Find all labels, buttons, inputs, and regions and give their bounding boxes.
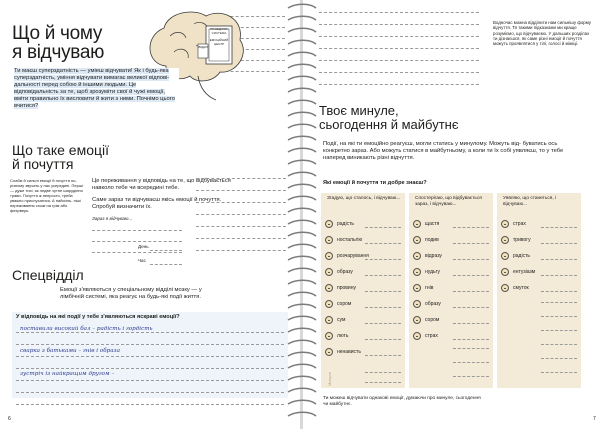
emotion-item[interactable]: сум	[325, 316, 401, 326]
intro-text: Ти маєш суперздатність — уміеш відчувати! Як і будь-яка суперздатність, уміння відчувати вимагає великої відпові- дальності перед собою й іншими людьми. Це відповідальність за те, щоб зрозуміти свої й чужі емоції, вміти правильно їх висловити й жити з ними. Почнімо цього вчитися?	[14, 68, 179, 110]
face-icon	[501, 268, 509, 276]
emotion-item[interactable]: образу	[413, 300, 489, 310]
emotion-item[interactable]: страх	[501, 220, 577, 230]
emotion-item[interactable]: нудьгу	[413, 268, 489, 278]
emotion-item[interactable]: тривогу	[501, 236, 577, 246]
column-future-header: Уявляю, що станеться, і відчуваю...	[503, 196, 557, 207]
face-icon	[501, 252, 509, 260]
column-past-header: Згадую, що сталось, і відчуваю...	[327, 196, 401, 201]
emotion-item[interactable]: гнів	[413, 284, 489, 294]
emotion-item[interactable]: подив	[413, 236, 489, 246]
task-text: Саме зараз ти відчуваєш якісь емоції й почуття. Спробуй визначити їх.	[92, 197, 222, 210]
day-field[interactable]	[150, 250, 182, 251]
face-icon	[413, 236, 421, 244]
handwritten-answer-2: сварка з батьками – гнів і образа	[20, 348, 120, 354]
side-note: Слабкі й сильні емоції й почуття по-різному звучать у нас усередині. Перші — дуже тихі, як ледве чутне шарудіння трави. Почуття ж непросто, треба уважно прислухатися. А найсиль- ніші переживання схожі на грім або феєрверк.	[10, 178, 83, 213]
face-icon	[325, 236, 333, 244]
right-question: Які емоції й почуття ти добре знаєш?	[323, 180, 427, 186]
emotion-item[interactable]: смуток	[501, 284, 577, 294]
emotion-item[interactable]: ностальгію	[325, 236, 401, 246]
notes-lines-right[interactable]	[196, 178, 286, 251]
specdep-text: Емоції з'являються у спеціальному відділі мозку — у лімбічній системі, яка реагує на будь-які події життя.	[60, 287, 202, 300]
face-icon	[413, 332, 421, 340]
page-number-left: 6	[8, 416, 11, 422]
right-page	[303, 0, 603, 429]
face-icon	[413, 316, 421, 324]
emotion-item[interactable]: ентузіазм	[501, 268, 577, 278]
now-feeling-label: Зараз я відчуваю...	[92, 216, 133, 221]
spiral-binding	[284, 0, 320, 429]
notes-lines-top-right[interactable]	[319, 12, 479, 85]
emotion-item[interactable]: радість	[325, 220, 401, 230]
column-present-header: Спостерігаю, що відбувається зараз, і відчуваю...	[415, 196, 482, 207]
answer-lines[interactable]	[16, 332, 284, 405]
face-icon	[325, 268, 333, 276]
top-side-note: Водночас можна відділити нам сильнішу форму відчуття. Тя такими підказками ми краще розуміємо, що відчуваємо. У дальших розділах ти дізнаєшся, як саме різні емоції й почуття можуть проявлятися у тілі, голосі й міміці.	[493, 20, 591, 47]
emotion-item[interactable]: розчарування	[325, 252, 401, 262]
emotion-item[interactable]: ненависть	[325, 348, 401, 358]
face-icon	[325, 348, 333, 356]
emotion-item[interactable]: радість	[501, 252, 577, 262]
day-label: День	[138, 244, 149, 249]
right-footer-note: Ти можеш відчувати однакові емоції, думаючи про минуле, сьогодення чи майбутнє.	[323, 396, 481, 407]
brain-side-sign: ВІДДІЛ	[198, 45, 208, 49]
face-icon	[413, 268, 421, 276]
face-icon	[413, 284, 421, 292]
definition-text: Це переживання у відповідь на те, що відбувається навколо тебе чи всередині тебе.	[92, 178, 231, 191]
face-icon	[325, 284, 333, 292]
face-icon	[325, 220, 333, 228]
emotion-item[interactable]: провину	[325, 284, 401, 294]
section-title-emotions: Що таке емоції й почуття	[12, 142, 110, 172]
emotion-item[interactable]: лють	[325, 332, 401, 342]
face-icon	[501, 220, 509, 228]
emotion-item[interactable]: страх	[413, 332, 489, 342]
page-number-right: 7	[593, 416, 596, 422]
emotion-item[interactable]: сором	[325, 300, 401, 310]
time-label: Час	[138, 258, 146, 263]
right-intro-text: Події, на які ти емоційно реагуєш, могли статись у минулому. Можуть від- буватись ось конкретно зараз. Або можуть статися в майбутньому, а коли ти їх собі уявляєш, то у тебе наперед виникають різні відчуття.	[323, 141, 564, 161]
face-icon	[501, 236, 509, 244]
face-icon	[325, 300, 333, 308]
face-icon	[325, 252, 333, 260]
question-text: У відповідь на які події у тебе з'являються яскраві емоції?	[16, 314, 180, 320]
face-icon	[325, 316, 333, 324]
handwritten-answer-3: зустріч із найкращим другом –	[20, 371, 115, 377]
face-icon	[501, 284, 509, 292]
right-page-title: Твоє минуле, сьогодення й майбутнє	[319, 103, 459, 132]
handwritten-answer-1: поставили високий бал – радість і гордість	[20, 326, 153, 332]
page-title: Що й чому я відчуваю	[12, 23, 105, 63]
emotion-item[interactable]: сором	[413, 316, 489, 326]
column-past-footer: Минуле	[327, 371, 332, 386]
emotion-item[interactable]: щастя	[413, 220, 489, 230]
time-field[interactable]	[150, 264, 182, 265]
left-page	[0, 0, 300, 429]
face-icon	[413, 252, 421, 260]
face-icon	[413, 220, 421, 228]
face-icon	[413, 300, 421, 308]
brain-door-sign: ПОНЕДІЛОК СИСТЕМА ЕМОЦІЙНИЙ ЦЕНТР	[209, 27, 229, 46]
section-title-specdep: Спецвідділ	[12, 267, 84, 283]
emotion-item[interactable]: образу	[325, 268, 401, 278]
face-icon	[325, 332, 333, 340]
emotion-item[interactable]: відразу	[413, 252, 489, 262]
